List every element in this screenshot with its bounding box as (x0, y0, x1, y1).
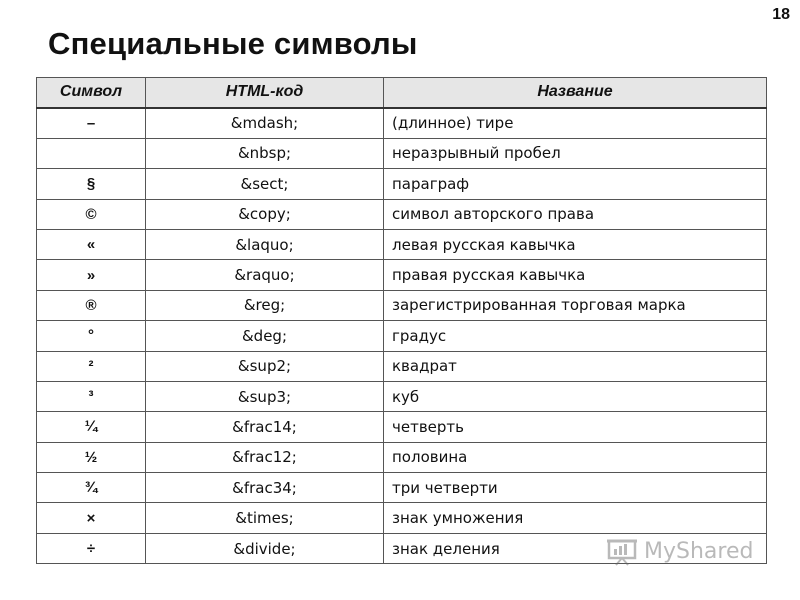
symbol-name-cell: правая русская кавычка (384, 260, 767, 290)
html-code-cell: &sup2; (146, 351, 384, 381)
symbol-cell: © (37, 199, 146, 229)
html-code-cell: &frac34; (146, 473, 384, 503)
page-title: Специальные символы (48, 26, 418, 61)
column-header-name: Название (384, 78, 767, 108)
symbol-cell: ³ (37, 381, 146, 411)
table-row (37, 442, 767, 472)
symbol-cell: ÷ (37, 533, 146, 563)
symbol-cell (37, 138, 146, 168)
symbol-cell: ® (37, 290, 146, 320)
column-header-symbol: Символ (37, 78, 146, 108)
symbol-cell: ² (37, 351, 146, 381)
table-row (37, 229, 767, 259)
watermark-text: MyShared (644, 538, 754, 564)
symbol-name-cell: половина (384, 442, 767, 472)
table-row (37, 503, 767, 533)
symbol-cell: ° (37, 321, 146, 351)
html-code-cell: &deg; (146, 321, 384, 351)
symbol-name-cell: градус (384, 321, 767, 351)
symbol-cell: » (37, 260, 146, 290)
table-row (37, 381, 767, 411)
symbol-name-cell: зарегистрированная торговая марка (384, 290, 767, 320)
html-code-cell: &sup3; (146, 381, 384, 411)
html-code-cell: &reg; (146, 290, 384, 320)
html-code-cell: &frac14; (146, 412, 384, 442)
html-code-cell: &raquo; (146, 260, 384, 290)
html-code-cell: &copy; (146, 199, 384, 229)
html-code-cell: &frac12; (146, 442, 384, 472)
symbol-cell: ¾ (37, 473, 146, 503)
symbol-name-cell: квадрат (384, 351, 767, 381)
html-code-cell: &times; (146, 503, 384, 533)
symbol-name-cell: куб (384, 381, 767, 411)
html-code-cell: &nbsp; (146, 138, 384, 168)
table-row (37, 199, 767, 229)
symbol-name-cell: четверть (384, 412, 767, 442)
symbol-name-cell: знак умножения (384, 503, 767, 533)
symbol-name-cell: три четверти (384, 473, 767, 503)
symbol-name-cell: (длинное) тире (384, 108, 767, 138)
symbol-cell: – (37, 108, 146, 138)
symbol-cell: ½ (37, 442, 146, 472)
special-symbols-table (36, 77, 767, 564)
table-header-row (37, 78, 767, 108)
symbol-cell: « (37, 229, 146, 259)
table-row (37, 412, 767, 442)
html-code-cell: &divide; (146, 533, 384, 563)
column-header-code: HTML-код (146, 78, 384, 108)
symbol-name-cell: неразрывный пробел (384, 138, 767, 168)
table-body (37, 108, 767, 564)
html-code-cell: &mdash; (146, 108, 384, 138)
table-row (37, 473, 767, 503)
symbol-name-cell: параграф (384, 169, 767, 199)
table-row (37, 138, 767, 168)
html-code-cell: &sect; (146, 169, 384, 199)
table-row (37, 290, 767, 320)
symbol-name-cell: знак деления (384, 533, 767, 563)
table-row (37, 321, 767, 351)
page-number: 18 (772, 6, 790, 23)
symbol-cell: ¼ (37, 412, 146, 442)
table-row (37, 351, 767, 381)
table-row (37, 108, 767, 138)
symbol-name-cell: символ авторского права (384, 199, 767, 229)
html-code-cell: &laquo; (146, 229, 384, 259)
table-row (37, 260, 767, 290)
symbol-name-cell: левая русская кавычка (384, 229, 767, 259)
table-row (37, 169, 767, 199)
presentation-board-icon (606, 536, 640, 566)
watermark (606, 536, 753, 566)
symbol-cell: § (37, 169, 146, 199)
symbol-cell: × (37, 503, 146, 533)
